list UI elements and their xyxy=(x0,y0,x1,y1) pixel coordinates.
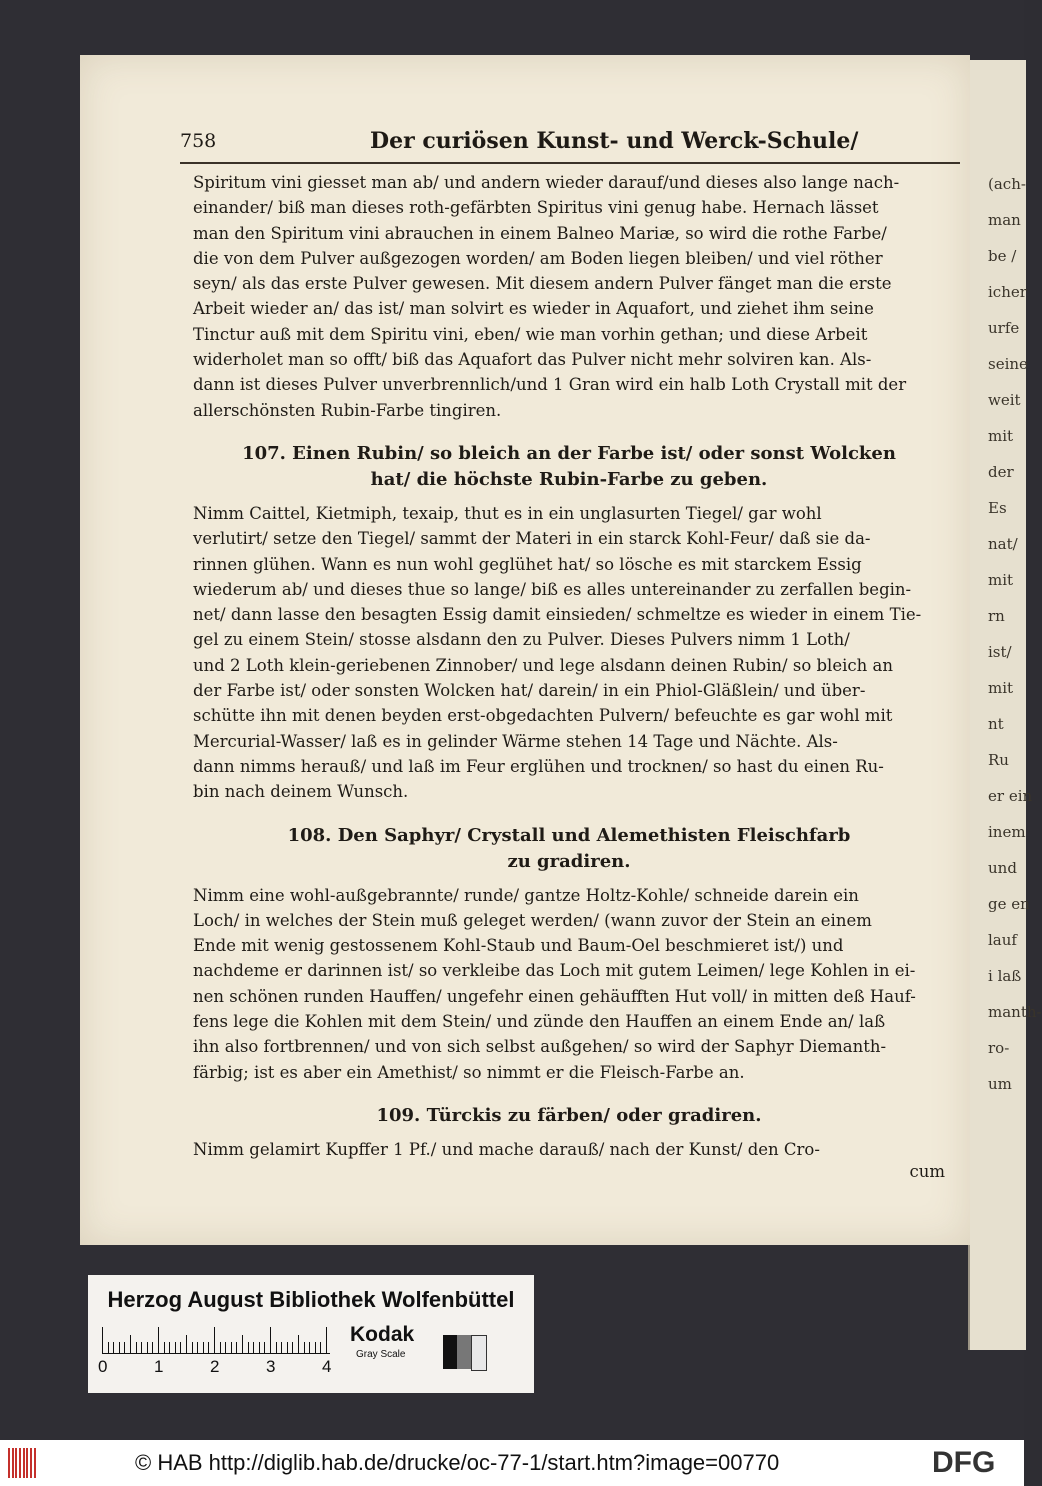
ruler-number: 4 xyxy=(322,1357,332,1376)
gray-swatch-black xyxy=(443,1335,457,1369)
kodak-logo: Kodak xyxy=(350,1323,415,1346)
next-page-fragment: i laß xyxy=(988,967,1022,985)
barcode-stripe xyxy=(19,1448,21,1478)
next-page-fragment: um xyxy=(988,1075,1012,1093)
next-page-edge xyxy=(968,60,1042,1350)
text-line: man den Spiritum vini abrauchen in einem Balneo Mariæ, so wird die rothe Farbe/ xyxy=(193,223,887,243)
ruler-tick xyxy=(236,1342,237,1353)
ruler-tick xyxy=(180,1342,181,1353)
next-page-fragment: der xyxy=(988,463,1014,481)
ruler-tick xyxy=(186,1335,187,1353)
ruler-tick xyxy=(320,1342,321,1353)
text-line: ihn also fortbrennen/ und von sich selbst außgehen/ so wird der Saphyr Diemanth- xyxy=(193,1037,887,1057)
next-page-fragment: nt xyxy=(988,715,1004,733)
text-line: färbig; ist es aber ein Amethist/ so nimmt er die Fleisch-Farbe an. xyxy=(193,1062,745,1082)
barcode-stripe xyxy=(23,1448,25,1478)
text-line: dann nimms herauß/ und laß im Feur erglühen und trocknen/ so hast du einen Ru- xyxy=(193,756,884,776)
ruler-tick xyxy=(192,1342,193,1353)
text-line: widerholet man so offt/ biß das Aquafort das Pulver nicht mehr solviren kan. Als- xyxy=(193,350,872,370)
ruler-tick xyxy=(175,1342,176,1353)
ruler-tick xyxy=(298,1335,299,1353)
next-page-fragment: (ach- xyxy=(988,175,1026,193)
measurement-ruler xyxy=(102,1325,330,1354)
section-108-heading xyxy=(193,823,945,875)
next-page-fragment: manth- xyxy=(988,1003,1042,1021)
barcode-stripe xyxy=(15,1448,17,1478)
ruler-tick xyxy=(147,1342,148,1353)
heading-line: 108. Den Saphyr/ Crystall und Alemethisten Fleischfarb xyxy=(287,824,851,846)
next-page-fragment: ge en xyxy=(988,895,1030,913)
ruler-tick xyxy=(158,1327,159,1353)
barcode-stripe xyxy=(34,1448,36,1478)
ruler-tick xyxy=(136,1342,137,1353)
ruler-tick xyxy=(315,1342,316,1353)
ruler-tick xyxy=(113,1342,114,1353)
next-page-fragment: icher xyxy=(988,283,1027,301)
ruler-numbers xyxy=(98,1357,348,1379)
text-line: schütte ihn mit denen beyden erst-obgedachten Pulvern/ befeuchte es gar wohl mit xyxy=(193,706,893,726)
ruler-tick xyxy=(130,1335,131,1353)
ruler-tick xyxy=(102,1327,103,1353)
next-page-fragment: man xyxy=(988,211,1021,229)
text-line: bin nach deinem Wunsch. xyxy=(193,782,409,802)
gray-swatch-white xyxy=(471,1335,487,1371)
text-line: fens lege die Kohlen mit dem Stein/ und zünde den Hauffen an einem Ende an/ laß xyxy=(193,1012,886,1032)
ruler-number: 3 xyxy=(266,1357,276,1376)
text-line: der Farbe ist/ oder sonsten Wolcken hat/ darein/ in ein Phiol-Gläßlein/ und über- xyxy=(193,681,866,701)
text-line: Spiritum vini giesset man ab/ und andern wieder darauf/und dieses also lange nach- xyxy=(193,173,900,192)
running-head xyxy=(180,128,960,164)
section-107-heading xyxy=(193,441,945,493)
ruler-tick xyxy=(169,1342,170,1353)
next-page-fragment: mit xyxy=(988,679,1014,697)
text-line: Nimm Caittel, Kietmiph, texaip, thut es in ein unglasurten Tiegel/ gar wohl xyxy=(193,503,822,523)
section-108-body xyxy=(193,883,945,1085)
text-line: Arbeit wieder an/ das ist/ man solvirt es wieder in Aquafort, und ziehet ihm seine xyxy=(193,299,874,319)
ruler-tick xyxy=(225,1342,226,1353)
intro-paragraph xyxy=(193,170,945,423)
ruler-tick xyxy=(309,1342,310,1353)
ruler-tick xyxy=(287,1342,288,1353)
ruler-tick xyxy=(326,1327,327,1353)
text-line: rinnen glühen. Wann es nun wohl geglühet hat/ so lösche es mit starckem Essig xyxy=(193,554,862,574)
heading-line: hat/ die höchste Rubin-Farbe zu geben. xyxy=(370,468,768,490)
text-line: Ende mit wenig gestossenem Kohl-Staub und Baum-Oel beschmieret ist/) und xyxy=(193,936,844,956)
text-line: net/ dann lasse den besagten Essig damit einsieden/ schmeltze es wieder in einem Tie- xyxy=(193,605,922,625)
text-line: seyn/ als das erste Pulver gewesen. Mit diesem andern Pulver fänget man die erste xyxy=(193,274,892,294)
footer-bar xyxy=(0,1440,1024,1486)
ruler-tick xyxy=(141,1342,142,1353)
ruler-number: 0 xyxy=(98,1357,108,1376)
text-line: allerschönsten Rubin-Farbe tingiren. xyxy=(193,400,502,420)
text-block xyxy=(193,170,945,1181)
heading-line: 109. Türckis zu färben/ oder gradiren. xyxy=(376,1104,762,1126)
barcode-stripe xyxy=(30,1448,32,1478)
next-page-fragment: ro- xyxy=(988,1039,1010,1057)
running-title: Der curiösen Kunst- und Werck-Schule/ xyxy=(370,128,859,154)
ruler-tick xyxy=(197,1342,198,1353)
text-line: gel zu einem Stein/ stosse alsdann den zu Pulver. Dieses Pulvers nimm 1 Loth/ xyxy=(193,630,850,650)
heading-line: 107. Einen Rubin/ so bleich an der Farbe ist/ oder sonst Wolcken xyxy=(242,442,896,464)
ruler-tick xyxy=(214,1327,215,1353)
ruler-tick xyxy=(264,1342,265,1353)
text-line: Nimm eine wohl-außgebrannte/ runde/ gantze Holtz-Kohle/ schneide darein ein xyxy=(193,885,859,905)
text-line: wiederum ab/ und dieses thue so lange/ biß es alles untereinander zu zerfallen begin- xyxy=(193,579,912,599)
ruler-tick xyxy=(259,1342,260,1353)
ruler-tick xyxy=(124,1342,125,1353)
ruler-tick xyxy=(281,1342,282,1353)
ruler-tick xyxy=(242,1335,243,1353)
ruler-tick xyxy=(292,1342,293,1353)
next-page-fragment: mit xyxy=(988,571,1014,589)
next-page-fragment: er ein xyxy=(988,787,1033,805)
ruler-tick xyxy=(231,1342,232,1353)
text-line: Tinctur auß mit dem Spiritu vini, eben/ wie man vorhin gethan; und diese Arbeit xyxy=(193,324,868,344)
gray-scale-label: Gray Scale xyxy=(356,1349,406,1360)
ruler-tick xyxy=(108,1342,109,1353)
heading-line: zu gradiren. xyxy=(507,850,631,872)
dfg-logo: DFG xyxy=(932,1446,996,1479)
ruler-tick xyxy=(119,1342,120,1353)
next-page-fragment: rn xyxy=(988,607,1005,625)
next-page-fragment: urfe xyxy=(988,319,1020,337)
ruler-number: 1 xyxy=(154,1357,164,1376)
ruler-tick xyxy=(164,1342,165,1353)
gray-swatch-mid xyxy=(457,1335,471,1369)
next-page-fragment: lauf xyxy=(988,931,1017,949)
catchword: cum xyxy=(909,1162,945,1182)
text-line: dann ist dieses Pulver unverbrennlich/und 1 Gran wird ein halb Loth Crystall mit der xyxy=(193,375,907,395)
text-line: und 2 Loth klein-geriebenen Zinnober/ und lege alsdann deinen Rubin/ so bleich an xyxy=(193,655,893,675)
text-line: Mercurial-Wasser/ laß es in gelinder Wärme stehen 14 Tage und Nächte. Als- xyxy=(193,731,838,751)
next-page-fragment: ist/ xyxy=(988,643,1012,661)
section-109-body xyxy=(193,1137,945,1162)
next-page-fragment: Es xyxy=(988,499,1007,517)
ruler-tick xyxy=(208,1342,209,1353)
library-scale-card xyxy=(88,1275,534,1393)
section-107-body xyxy=(193,501,945,805)
barcode-stripe xyxy=(12,1448,14,1478)
library-name: Herzog August Bibliothek Wolfenbüttel xyxy=(107,1287,515,1312)
ruler-tick xyxy=(248,1342,249,1353)
text-line: Loch/ in welches der Stein muß geleget werden/ (wann zuvor der Stein an einem xyxy=(193,910,872,930)
text-line: nachdeme er darinnen ist/ so verkleibe das Loch mit gutem Leimen/ lege Kohlen in ei- xyxy=(193,961,916,981)
page-number: 758 xyxy=(180,130,217,152)
barcode-stripe xyxy=(26,1448,28,1478)
ruler-tick xyxy=(203,1342,204,1353)
next-page-fragment: Ru xyxy=(988,751,1009,769)
ruler-tick xyxy=(304,1342,305,1353)
section-109-heading xyxy=(193,1103,945,1129)
text-line: verlutirt/ setze den Tiegel/ sammt der Materi in ein starck Kohl-Feur/ daß sie da- xyxy=(193,529,871,549)
ruler-tick xyxy=(270,1327,271,1353)
next-page-fragment: seine xyxy=(988,355,1028,373)
ruler-tick xyxy=(253,1342,254,1353)
text-line: einander/ biß man dieses roth-gefärbten Spiritus vini genug habe. Hernach lässet xyxy=(193,198,879,218)
ruler-tick xyxy=(276,1342,277,1353)
ruler-number: 2 xyxy=(210,1357,220,1376)
next-page-fragment: inem xyxy=(988,823,1026,841)
next-page-fragment: nat/ xyxy=(988,535,1018,553)
barcode-icon xyxy=(8,1448,38,1478)
copyright-link[interactable]: © HAB http://diglib.hab.de/drucke/oc-77-1/start.htm?image=00770 xyxy=(135,1450,780,1475)
next-page-fragment: und xyxy=(988,859,1017,877)
text-line: Nimm gelamirt Kupffer 1 Pf./ und mache darauß/ nach der Kunst/ den Cro- xyxy=(193,1139,820,1159)
next-page-fragment: be / xyxy=(988,247,1017,265)
text-line: die von dem Pulver außgezogen worden/ am Boden liegen bleiben/ und viel röther xyxy=(193,248,883,268)
next-page-fragment: weit xyxy=(988,391,1021,409)
barcode-stripe xyxy=(8,1448,10,1478)
next-page-fragment: mit xyxy=(988,427,1014,445)
ruler-tick xyxy=(152,1342,153,1353)
ruler-tick xyxy=(220,1342,221,1353)
text-line: nen schönen runden Hauffen/ ungefehr einen gehäufften Hut voll/ in mitten deß Hauf- xyxy=(193,986,916,1006)
